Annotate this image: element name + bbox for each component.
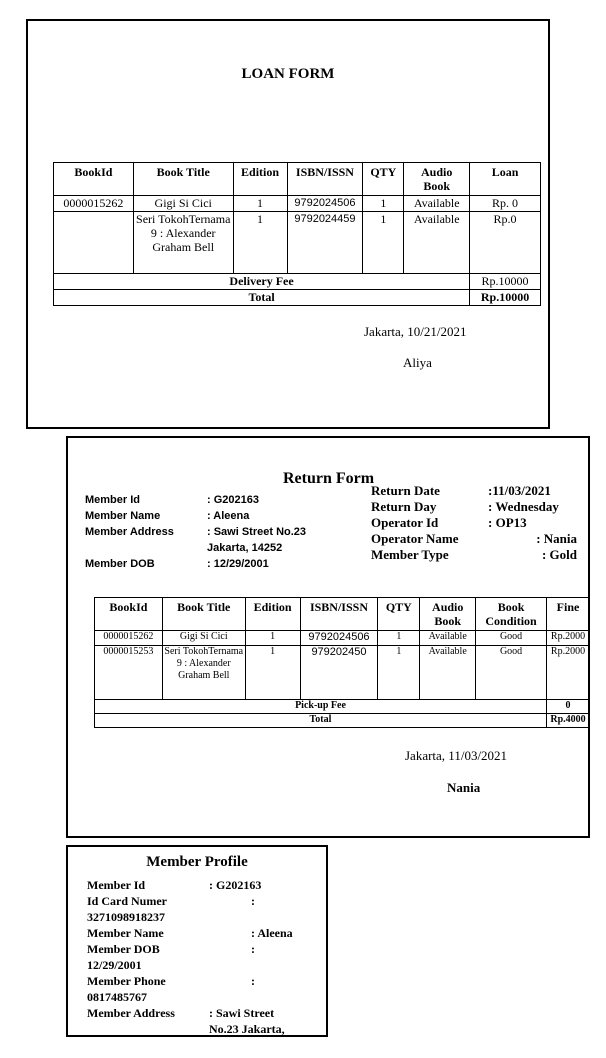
return-table-header	[95, 598, 590, 631]
cell-book-title: Gigi Si Cici	[133, 196, 233, 212]
member-profile-title: Member Profile	[146, 854, 248, 870]
member-address-value-cont: Jakarta, 14252	[207, 542, 283, 554]
loan-table	[53, 162, 541, 306]
table-row	[95, 646, 590, 700]
table-row	[54, 196, 541, 212]
profile-id-card-colon: :	[251, 894, 255, 908]
member-type-label: Member Type	[371, 547, 449, 562]
member-address-label: Member Address	[85, 526, 174, 538]
pickup-fee-label: Pick-up Fee	[95, 700, 547, 714]
operator-id-label: Operator Id	[371, 515, 439, 530]
delivery-fee-row	[54, 274, 541, 290]
column-header: Edition	[233, 163, 287, 196]
member-type-value: : Gold	[541, 547, 577, 562]
profile-member-id-label: Member Id	[87, 878, 146, 892]
pickup-fee-value: 0	[546, 700, 589, 714]
column-header: Fine	[546, 598, 589, 631]
return-date-value: :11/03/2021	[488, 483, 551, 498]
total-label: Total	[54, 290, 470, 306]
member-address-label-cont	[85, 540, 174, 556]
cell-edition: 1	[245, 646, 300, 700]
cell-condition: Good	[476, 646, 547, 700]
cell-audio: Available	[404, 212, 470, 274]
profile-member-phone-colon: :	[251, 974, 255, 988]
total-row	[54, 290, 541, 306]
column-header: Audio Book	[404, 163, 470, 196]
cell-book-title: Seri TokohTernama 9 : Alexander Graham Bell	[162, 646, 245, 700]
profile-member-dob-label: Member DOB	[87, 942, 160, 956]
profile-member-phone-value: 0817485767	[87, 990, 147, 1004]
cell-isbn: 979202450	[300, 646, 378, 700]
pickup-fee-row	[95, 700, 590, 714]
column-header: ISBN/ISSN	[300, 598, 378, 631]
member-name-label: Member Name	[85, 510, 161, 522]
table-row	[54, 212, 541, 274]
column-header: ISBN/ISSN	[287, 163, 363, 196]
cell-audio: Available	[420, 646, 476, 700]
operator-name-value: : Nania	[536, 531, 577, 546]
table-row	[95, 631, 590, 646]
total-label: Total	[95, 714, 547, 728]
cell-book-title: Gigi Si Cici	[162, 631, 245, 646]
column-header: Loan	[470, 163, 541, 196]
member-info-labels	[85, 492, 174, 572]
profile-id-card-label: Id Card Numer	[87, 894, 167, 908]
return-form	[66, 436, 590, 838]
cell-fine: Rp.2000	[546, 631, 589, 646]
cell-loan: Rp. 0	[470, 196, 541, 212]
cell-edition: 1	[233, 212, 287, 274]
cell-qty: 1	[363, 212, 404, 274]
profile-member-dob-colon: :	[251, 942, 255, 956]
cell-qty: 1	[363, 196, 404, 212]
total-value: Rp.4000	[546, 714, 589, 728]
cell-isbn: 9792024459	[287, 212, 363, 274]
cell-book-id: 0000015262	[54, 196, 134, 212]
loan-form-title: LOAN FORM	[241, 66, 335, 82]
profile-member-dob-value: 12/29/2001	[87, 958, 142, 972]
loan-place-date: Jakarta, 10/21/2021	[364, 324, 467, 339]
column-header: Book Condition	[476, 598, 547, 631]
member-id-label: Member Id	[85, 494, 141, 506]
cell-isbn: 9792024506	[287, 196, 363, 212]
member-address-value: : Sawi Street No.23	[207, 526, 307, 538]
return-table	[94, 597, 590, 728]
cell-book-id: 0000015253	[95, 646, 163, 700]
profile-member-address-line2: No.23 Jakarta,	[209, 1022, 285, 1036]
total-row	[95, 714, 590, 728]
cell-book-id	[54, 212, 134, 274]
cell-audio: Available	[420, 631, 476, 646]
cell-audio: Available	[404, 196, 470, 212]
column-header: QTY	[378, 598, 420, 631]
column-header: BookId	[54, 163, 134, 196]
return-date-label: Return Date	[371, 483, 440, 498]
return-day-label: Return Day	[371, 499, 437, 514]
cell-fine: Rp.2000	[546, 646, 589, 700]
member-dob-label: Member DOB	[85, 558, 155, 570]
column-header: Book Title	[133, 163, 233, 196]
column-header: BookId	[95, 598, 163, 631]
member-name-value: : Aleena	[207, 510, 250, 522]
operator-id-value: : OP13	[488, 515, 527, 530]
cell-qty: 1	[378, 631, 420, 646]
return-form-title: Return Form	[283, 470, 375, 487]
column-header: Edition	[245, 598, 300, 631]
profile-member-phone-label: Member Phone	[87, 974, 166, 988]
cell-qty: 1	[378, 646, 420, 700]
profile-member-address-label: Member Address	[87, 1006, 175, 1020]
member-profile	[66, 845, 328, 1037]
return-info-labels	[371, 483, 458, 563]
return-info-values	[477, 483, 577, 563]
member-id-value: : G202163	[207, 494, 259, 506]
return-day-value: : Wednesday	[488, 499, 559, 514]
cell-book-title: Seri TokohTernama 9 : Alexander Graham Bell	[133, 212, 233, 274]
loan-signer: Aliya	[403, 355, 432, 370]
profile-member-id-value: : G202163	[209, 878, 262, 892]
total-value: Rp.10000	[470, 290, 541, 306]
profile-id-card-value: 3271098918237	[87, 910, 165, 924]
member-dob-value: : 12/29/2001	[207, 558, 269, 570]
profile-member-name-value: : Aleena	[251, 926, 293, 940]
column-header: Audio Book	[420, 598, 476, 631]
loan-form	[26, 19, 550, 429]
cell-condition: Good	[476, 631, 547, 646]
cell-edition: 1	[245, 631, 300, 646]
column-header: QTY	[363, 163, 404, 196]
column-header: Book Title	[162, 598, 245, 631]
member-info-values	[207, 492, 306, 572]
delivery-fee-label: Delivery Fee	[54, 274, 470, 290]
cell-book-id: 0000015262	[95, 631, 163, 646]
delivery-fee-value: Rp.10000	[470, 274, 541, 290]
return-signer: Nania	[447, 780, 481, 795]
cell-loan: Rp.0	[470, 212, 541, 274]
return-place-date: Jakarta, 11/03/2021	[405, 748, 508, 763]
profile-member-name-label: Member Name	[87, 926, 164, 940]
cell-edition: 1	[233, 196, 287, 212]
operator-name-label: Operator Name	[371, 531, 459, 546]
profile-member-address-line1: : Sawi Street	[209, 1006, 275, 1020]
loan-table-header	[54, 163, 541, 196]
cell-isbn: 9792024506	[300, 631, 378, 646]
